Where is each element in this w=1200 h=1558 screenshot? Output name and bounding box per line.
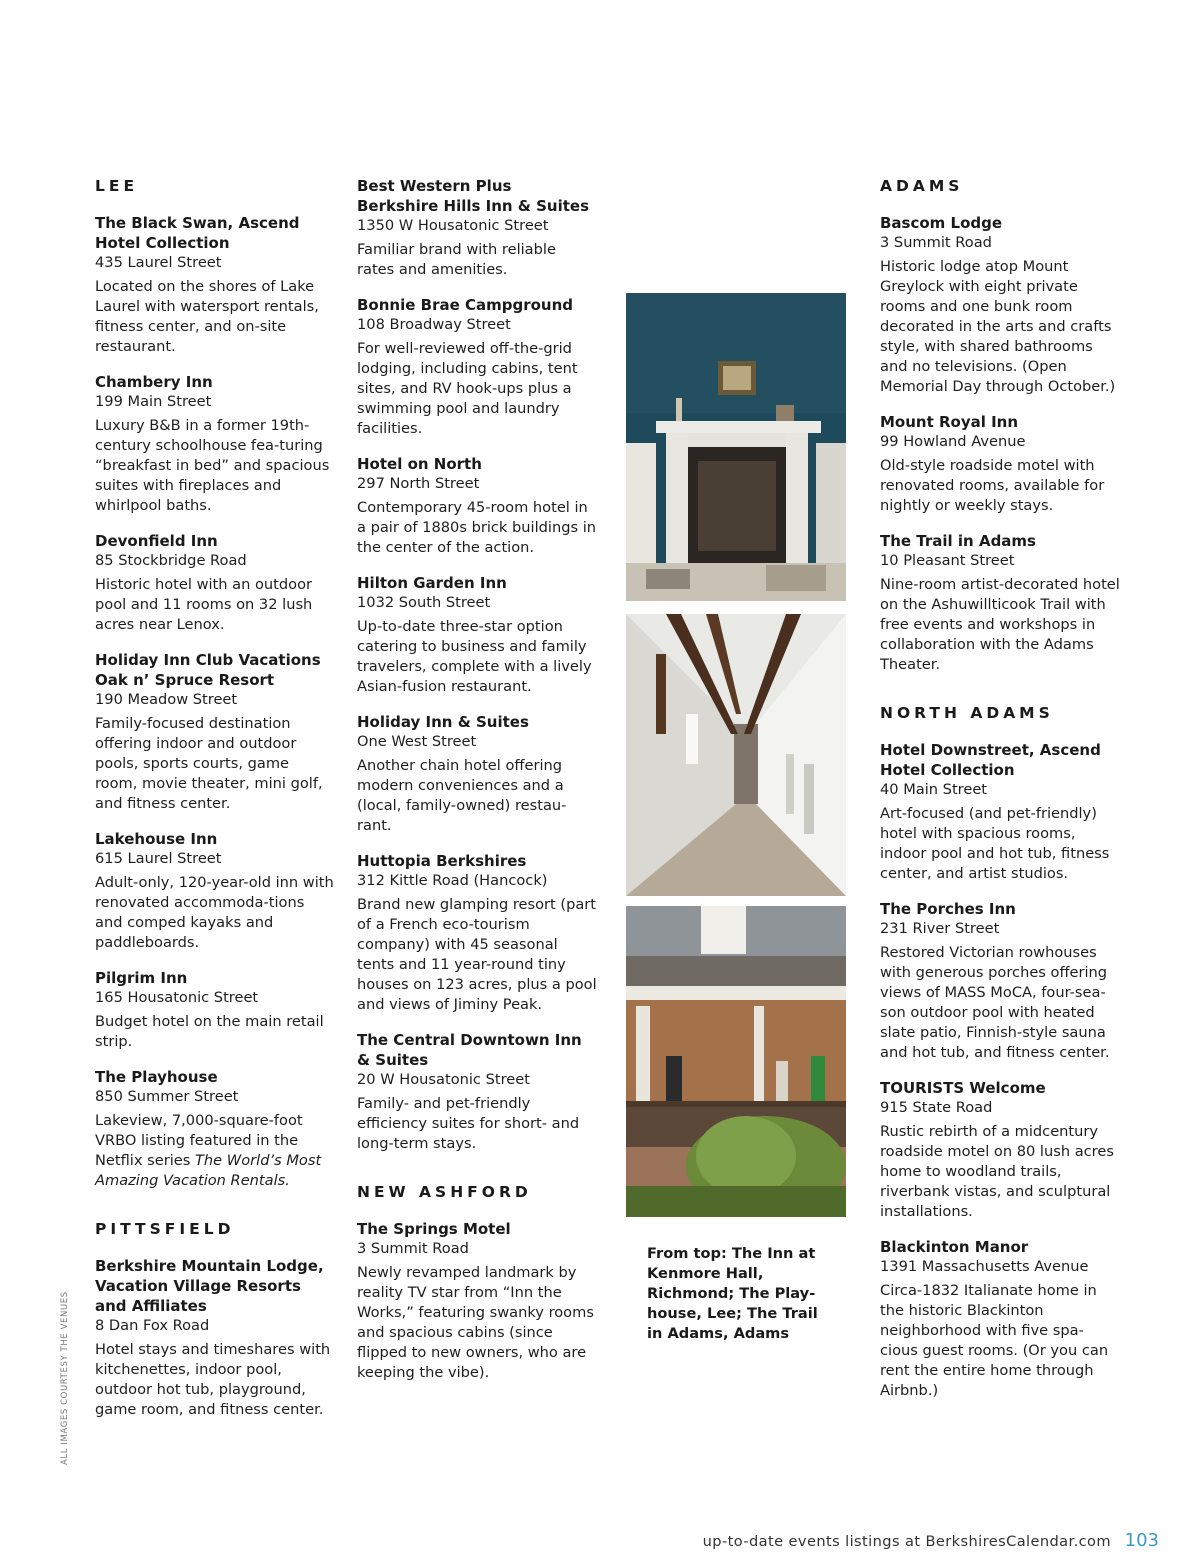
listing-item [95,213,335,357]
listing-description: Up-to-date three-star option catering to business and family travelers, complete with a lively Asian-fusion restaurant. [357,618,592,695]
listing-name: Hilton Garden Inn [357,574,507,592]
listing-description: For well-reviewed off-the-grid lodging, including cabins, tent sites, and RV hook-ups plus a swimming pool and laundry facilities. [357,340,578,437]
listing-name: Holiday Inn & Suites [357,713,529,731]
listing-item [880,412,1120,516]
listing-address: 10 Pleasant Street [880,552,1015,569]
listing-description-series-title: The World’s Most Amazing Vacation Rentals. [95,1152,322,1189]
listing-item [95,968,335,1052]
listing-address: 108 Broadway Street [357,316,511,333]
footer-link-text: up-to-date events listings at BerkshiresCalendar.com [702,1533,1111,1550]
listing-address: 165 Housatonic Street [95,989,259,1006]
listing-item [880,740,1120,884]
listing-item [880,1078,1120,1222]
listing-description: Art-focused (and pet-friendly) hotel with spacious rooms, indoor pool and hot tub, fitness center, and artist studios. [880,805,1110,882]
listing-address: 8 Dan Fox Road [95,1317,210,1334]
listing-name: The Trail in Adams [880,532,1036,550]
page-number: 103 [1124,1530,1159,1551]
listing-item [880,899,1120,1063]
listing-name: Devonfield Inn [95,532,218,550]
listing-name: Huttopia Berkshires [357,852,527,870]
listing-name: The Central Downtown Inn & Suites [357,1031,582,1069]
listing-description: Luxury B&B in a former 19th-century schoolhouse fea-turing “breakfast in bed” and spacious suites with fireplaces and whirlpool baths. [95,417,330,514]
section-title-north-adams: NORTH ADAMS [880,704,1054,722]
listing-item [357,573,597,697]
listing-description: Budget hotel on the main retail strip. [95,1013,324,1050]
listing-description: Newly revamped landmark by reality TV star from “Inn the Works,” featuring swanky rooms and spacious cabins (since flipped to new owners, who are keeping the vibe). [357,1264,594,1381]
listing-item [357,176,597,280]
listing-item [95,372,335,516]
fireplace-image [626,293,846,601]
listing-address: 915 State Road [880,1099,993,1116]
listing-name: Hotel Downstreet, Ascend Hotel Collection [880,741,1101,779]
listing-description: Circa-1832 Italianate home in the historic Blackinton neighborhood with five spa-cious guest rooms. (Or you can rent the entire home through Airbnb.) [880,1282,1109,1399]
listing-description: Hotel stays and timeshares with kitchenettes, indoor pool, outdoor hot tub, playground, game room, and fitness center. [95,1341,331,1418]
photo-porch [626,906,846,1217]
listing-address: One West Street [357,733,477,750]
listing-item [357,454,597,558]
listing-description-text: Lakeview, 7,000-square-foot VRBO listing featured in the Netflix series [95,1112,303,1169]
listing-description: Old-style roadside motel with renovated rooms, available for nightly or weekly stays. [880,457,1105,514]
listing-description: Brand new glamping resort (part of a French eco-tourism company) with 45 seasonal tents and 11 year-round tiny houses on 123 acres, plus a pool and views of Jiminy Peak. [357,896,597,1013]
listing-name: Berkshire Mountain Lodge, Vacation Village Resorts and Affiliates [95,1257,324,1315]
porch-image [626,906,846,1217]
section-title-new-ashford: NEW ASHFORD [357,1183,532,1201]
listing-name: Best Western Plus Berkshire Hills Inn & Suites [357,177,590,215]
listing-description: Adult-only, 120-year-old inn with renovated accommoda-tions and comped kayaks and paddleboards. [95,874,334,951]
listing-address: 3 Summit Road [880,234,992,251]
listing-description: Nine-room artist-decorated hotel on the Ashuwillticook Trail with free events and workshops in collaboration with the Adams Theater. [880,576,1120,673]
listing-name: The Springs Motel [357,1220,511,1238]
listing-item [357,851,597,1015]
listing-item [95,531,335,635]
listing-address: 312 Kittle Road (Hancock) [357,872,548,889]
listing-address: 850 Summer Street [95,1088,239,1105]
listing-name: Chambery Inn [95,373,213,391]
photo-fireplace [626,293,846,601]
column-lee [95,176,335,1435]
section-title-adams: ADAMS [880,177,964,195]
listing-address: 40 Main Street [880,781,988,798]
listing-description: Historic hotel with an outdoor pool and 11 rooms on 32 lush acres near Lenox. [95,576,313,633]
listing-name: The Black Swan, Ascend Hotel Collection [95,214,300,252]
listing-address: 1350 W Housatonic Street [357,217,549,234]
listing-address: 1032 South Street [357,594,491,611]
listing-name: Hotel on North [357,455,482,473]
listing-address: 297 North Street [357,475,480,492]
listing-name: Bascom Lodge [880,214,1003,232]
listing-description: Family- and pet-friendly efficiency suites for short- and long-term stays. [357,1095,580,1152]
section-title-lee: LEE [95,177,139,195]
listing-address: 99 Howland Avenue [880,433,1026,450]
listing-item [357,295,597,439]
listing-address: 190 Meadow Street [95,691,238,708]
listing-item [880,531,1120,675]
listing-address: 199 Main Street [95,393,212,410]
listing-name: Holiday Inn Club Vacations Oak n’ Spruce Resort [95,651,321,689]
listing-description: Family-focused destination offering indoor and outdoor pools, sports courts, game room, movie theater, mini golf, and fitness center. [95,715,323,812]
listing-item [95,1067,335,1191]
photo-credit: ALL IMAGES COURTESY THE VENUES [60,1291,70,1465]
listing-address: 85 Stockbridge Road [95,552,247,569]
listing-item [95,829,335,953]
listing-address: 1391 Massachusetts Avenue [880,1258,1089,1275]
listing-item [95,650,335,814]
section-title-pittsfield: PITTSFIELD [95,1220,235,1238]
listing-item [880,213,1120,397]
listing-name: Bonnie Brae Campground [357,296,574,314]
listing-name: Pilgrim Inn [95,969,188,987]
listing-address: 231 River Street [880,920,1000,937]
listing-description: Contemporary 45-room hotel in a pair of 1880s brick buildings in the center of the action. [357,499,597,556]
listing-description: Historic lodge atop Mount Greylock with eight private rooms and one bunk room decorated in the arts and crafts style, with shared bathrooms and no televisions. (Open Memorial Day through October.) [880,258,1116,395]
listing-item [357,712,597,836]
photo-hallway [626,614,846,896]
listing-address: 3 Summit Road [357,1240,469,1257]
listing-name: The Playhouse [95,1068,218,1086]
listing-name: The Porches Inn [880,900,1016,918]
listing-item [357,1219,597,1383]
listing-name: Mount Royal Inn [880,413,1019,431]
photo-caption: From top: The Inn at Kenmore Hall, Richmond; The Play-house, Lee; The Trail in Adams, Adams [647,1245,818,1342]
listing-address: 20 W Housatonic Street [357,1071,530,1088]
listing-name: Lakehouse Inn [95,830,218,848]
listing-name: TOURISTS Welcome [880,1079,1046,1097]
listing-address: 615 Laurel Street [95,850,222,867]
listing-item [880,1237,1120,1401]
listing-address: 435 Laurel Street [95,254,222,271]
listing-description: Located on the shores of Lake Laurel with watersport rentals, fitness center, and on-site restaurant. [95,278,319,355]
listing-item [95,1256,335,1420]
column-adams [880,176,1120,1416]
listing-item [357,1030,597,1154]
listing-name: Blackinton Manor [880,1238,1029,1256]
hallway-image [626,614,846,896]
listing-description: Rustic rebirth of a midcentury roadside motel on 80 lush acres home to woodland trails, riverbank vistas, and sculptural installations. [880,1123,1114,1220]
listing-description: Another chain hotel offering modern conveniences and a (local, family-owned) restau-rant. [357,757,567,834]
listing-description: Restored Victorian rowhouses with generous porches offering views of MASS MoCA, four-sea-son outdoor pool with heated slate patio, Finnish-style sauna and hot tub, and fitness center. [880,944,1110,1061]
listing-description [95,1111,335,1191]
column-pittsfield [357,176,597,1398]
listing-description: Familiar brand with reliable rates and amenities. [357,241,556,278]
